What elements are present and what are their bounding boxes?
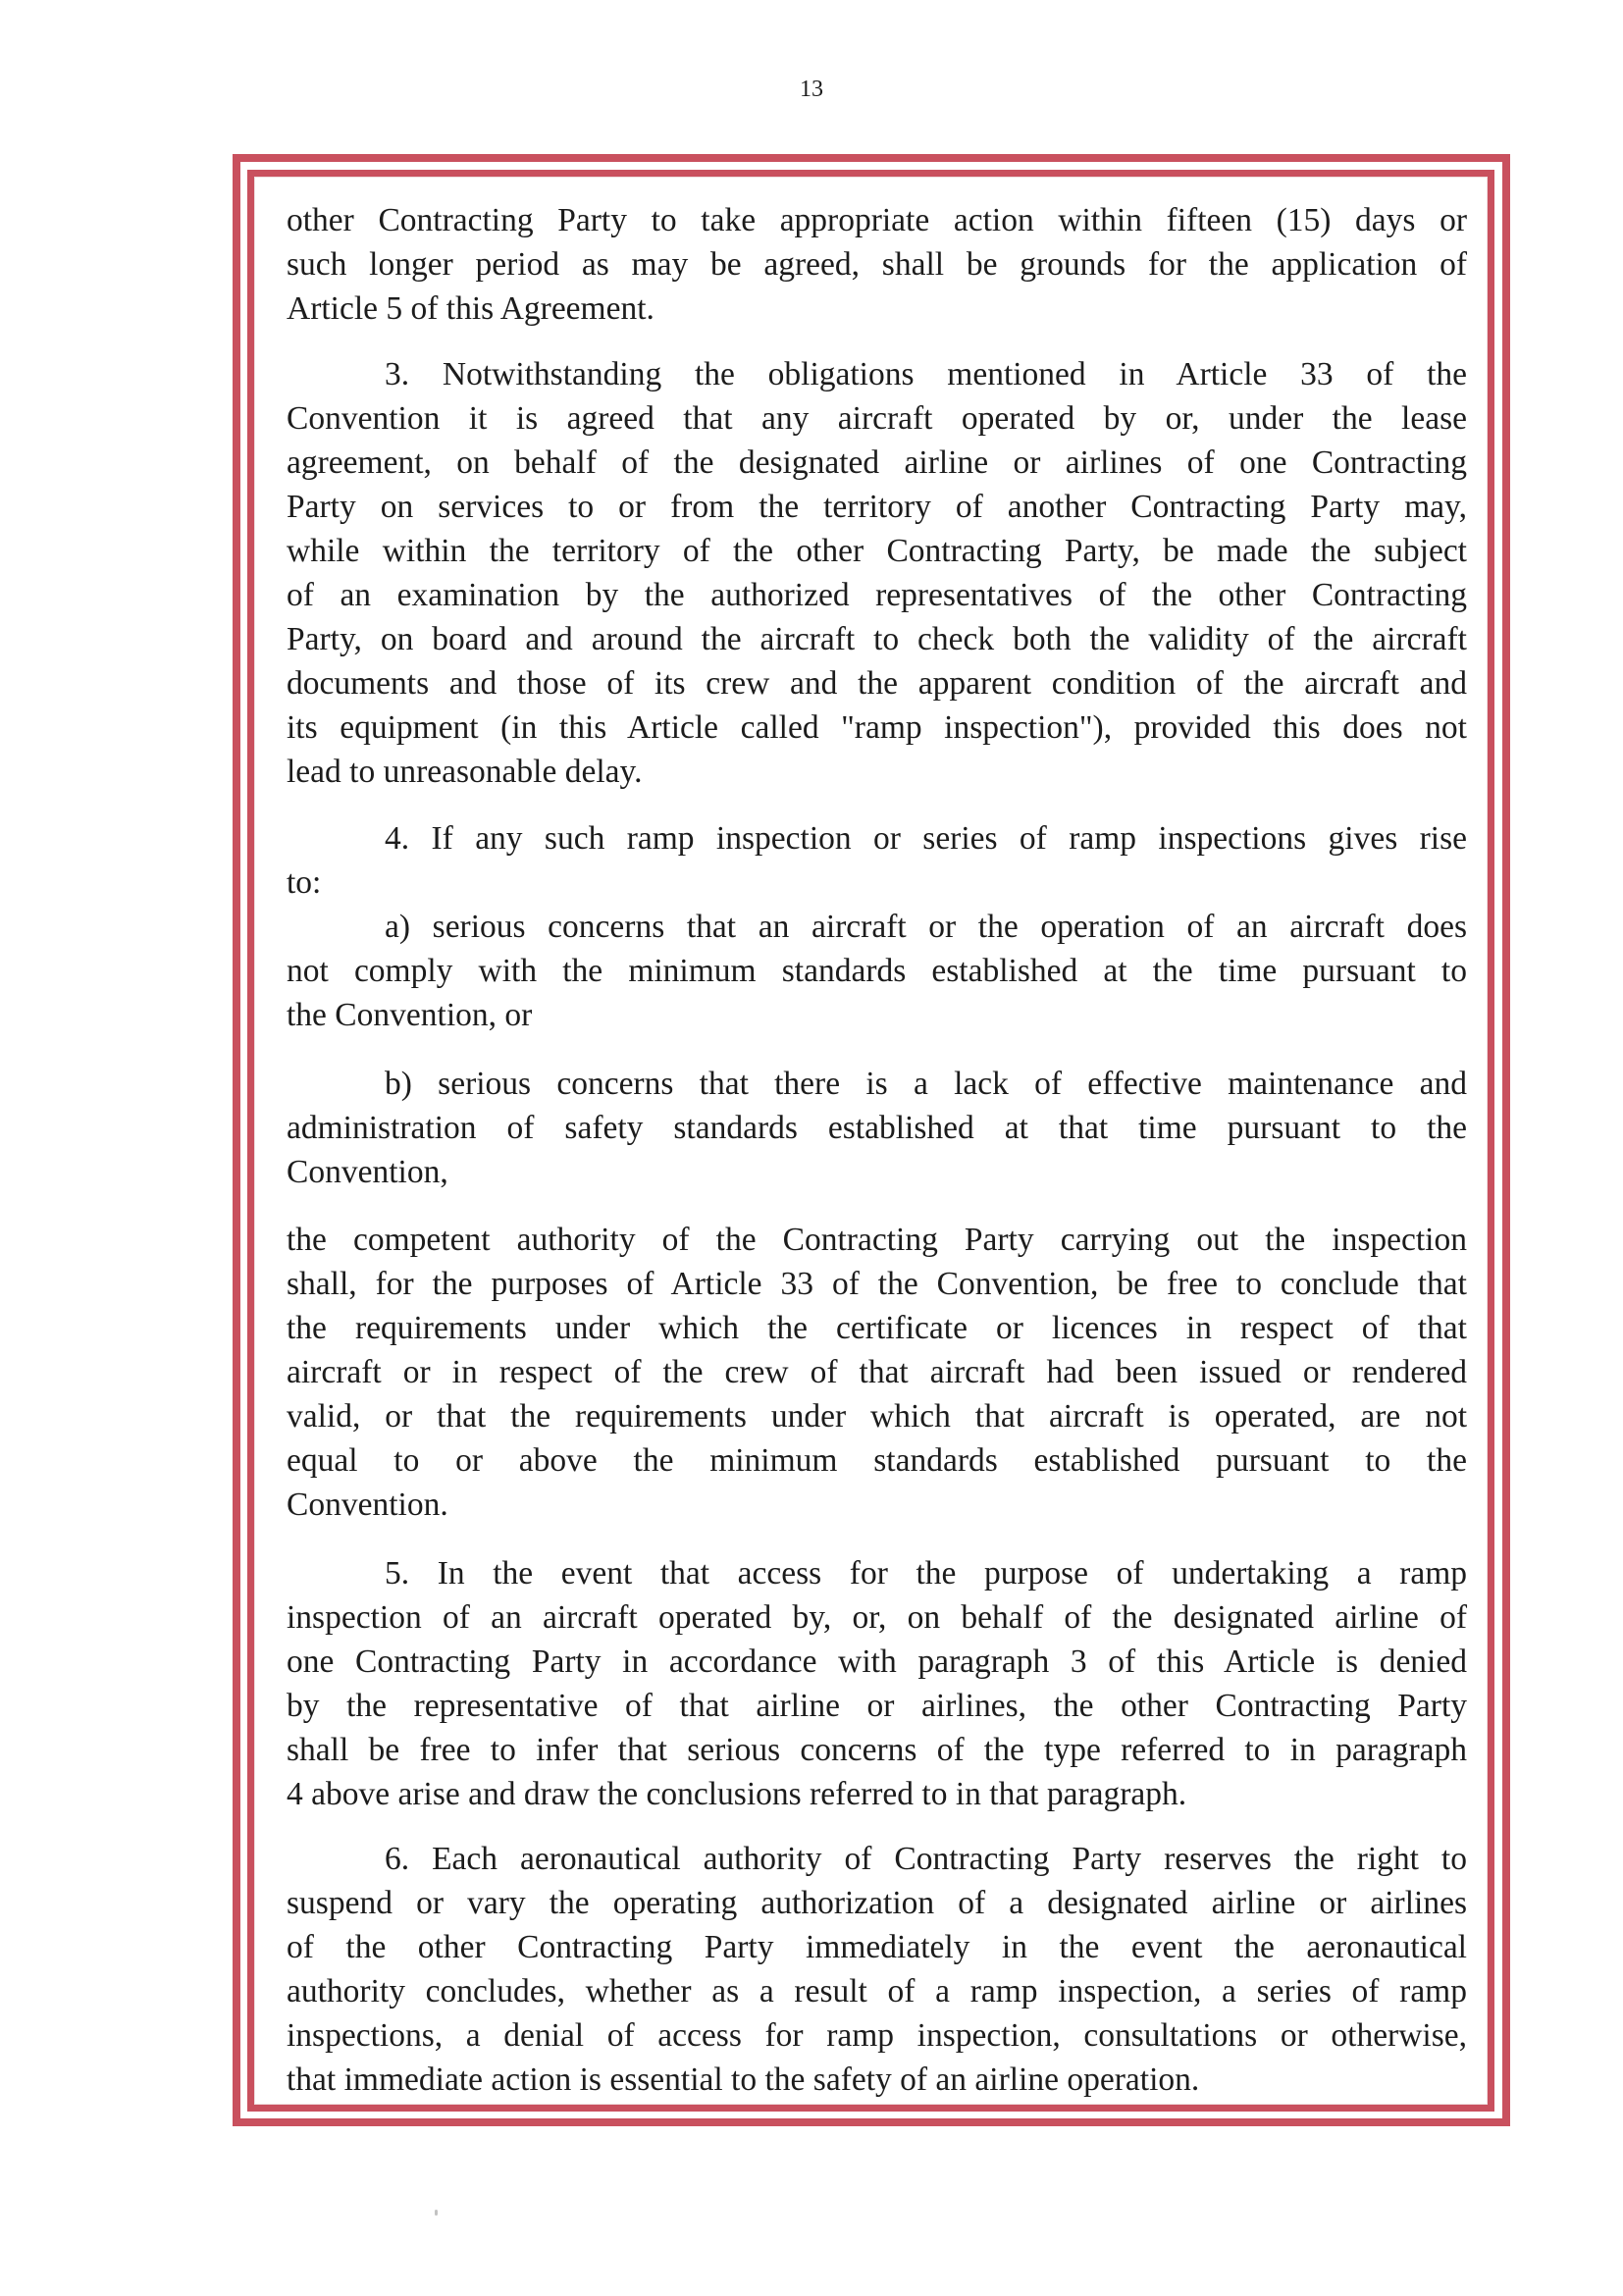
text-line: agreement, on behalf of the designated airline or airlines of one Contracting bbox=[287, 444, 1467, 481]
text-line: the competent authority of the Contracting Party carrying out the inspection bbox=[287, 1222, 1467, 1258]
text-line: the requirements under which the certificate or licences in respect of that bbox=[287, 1310, 1467, 1346]
text-line: 4 above arise and draw the conclusions referred to in that paragraph. bbox=[287, 1776, 1187, 1812]
text-line: 4. If any such ramp inspection or series of ramp inspections gives rise bbox=[385, 820, 1467, 857]
text-line: while within the territory of the other Contracting Party, be made the subject bbox=[287, 533, 1467, 569]
text-line: such longer period as may be agreed, shall be grounds for the application of bbox=[287, 246, 1467, 283]
text-line: Convention it is agreed that any aircraft operated by or, under the lease bbox=[287, 400, 1467, 437]
text-line: valid, or that the requirements under which that aircraft is operated, are not bbox=[287, 1398, 1467, 1435]
text-line: by the representative of that airline or airlines, the other Contracting Party bbox=[287, 1688, 1467, 1724]
text-line: shall be free to infer that serious concerns of the type referred to in paragraph bbox=[287, 1732, 1467, 1768]
text-line: Party, on board and around the aircraft to check both the validity of the aircraft bbox=[287, 621, 1467, 657]
text-line: 5. In the event that access for the purpose of undertaking a ramp bbox=[385, 1555, 1467, 1592]
text-line: one Contracting Party in accordance with paragraph 3 of this Article is denied bbox=[287, 1644, 1467, 1680]
text-line: a) serious concerns that an aircraft or the operation of an aircraft does bbox=[385, 909, 1467, 945]
scan-speck bbox=[435, 2210, 438, 2216]
text-line: that immediate action is essential to the safety of an airline operation. bbox=[287, 2061, 1200, 2098]
text-line: to: bbox=[287, 864, 322, 901]
text-line: 6. Each aeronautical authority of Contracting Party reserves the right to bbox=[385, 1841, 1467, 1877]
text-line: not comply with the minimum standards established at the time pursuant to bbox=[287, 953, 1467, 989]
text-line: other Contracting Party to take appropriate action within fifteen (15) days or bbox=[287, 202, 1467, 238]
text-line: administration of safety standards established at that time pursuant to the bbox=[287, 1110, 1467, 1146]
text-line: of the other Contracting Party immediately in the event the aeronautical bbox=[287, 1929, 1467, 1965]
text-line: Convention, bbox=[287, 1154, 448, 1190]
text-line: inspection of an aircraft operated by, or, on behalf of the designated airline of bbox=[287, 1599, 1467, 1636]
text-line: 3. Notwithstanding the obligations mentioned in Article 33 of the bbox=[385, 356, 1467, 392]
text-line: equal to or above the minimum standards established pursuant to the bbox=[287, 1442, 1467, 1479]
page-number: 13 bbox=[800, 77, 823, 102]
text-line: of an examination by the authorized representatives of the other Contracting bbox=[287, 577, 1467, 613]
text-line: authority concludes, whether as a result of a ramp inspection, a series of ramp bbox=[287, 1973, 1467, 2009]
text-line: shall, for the purposes of Article 33 of the Convention, be free to conclude that bbox=[287, 1266, 1467, 1302]
text-line: b) serious concerns that there is a lack of effective maintenance and bbox=[385, 1066, 1467, 1102]
text-line: Article 5 of this Agreement. bbox=[287, 290, 654, 327]
text-line: inspections, a denial of access for ramp inspection, consultations or otherwise, bbox=[287, 2017, 1467, 2054]
text-line: documents and those of its crew and the apparent condition of the aircraft and bbox=[287, 665, 1467, 702]
text-line: Convention. bbox=[287, 1487, 448, 1523]
text-line: the Convention, or bbox=[287, 997, 533, 1033]
text-line: aircraft or in respect of the crew of that aircraft had been issued or rendered bbox=[287, 1354, 1467, 1390]
text-line: Party on services to or from the territory of another Contracting Party may, bbox=[287, 489, 1467, 525]
text-line: suspend or vary the operating authorization of a designated airline or airlines bbox=[287, 1885, 1467, 1921]
text-line: lead to unreasonable delay. bbox=[287, 754, 643, 790]
text-line: its equipment (in this Article called "ramp inspection"), provided this does not bbox=[287, 709, 1467, 746]
